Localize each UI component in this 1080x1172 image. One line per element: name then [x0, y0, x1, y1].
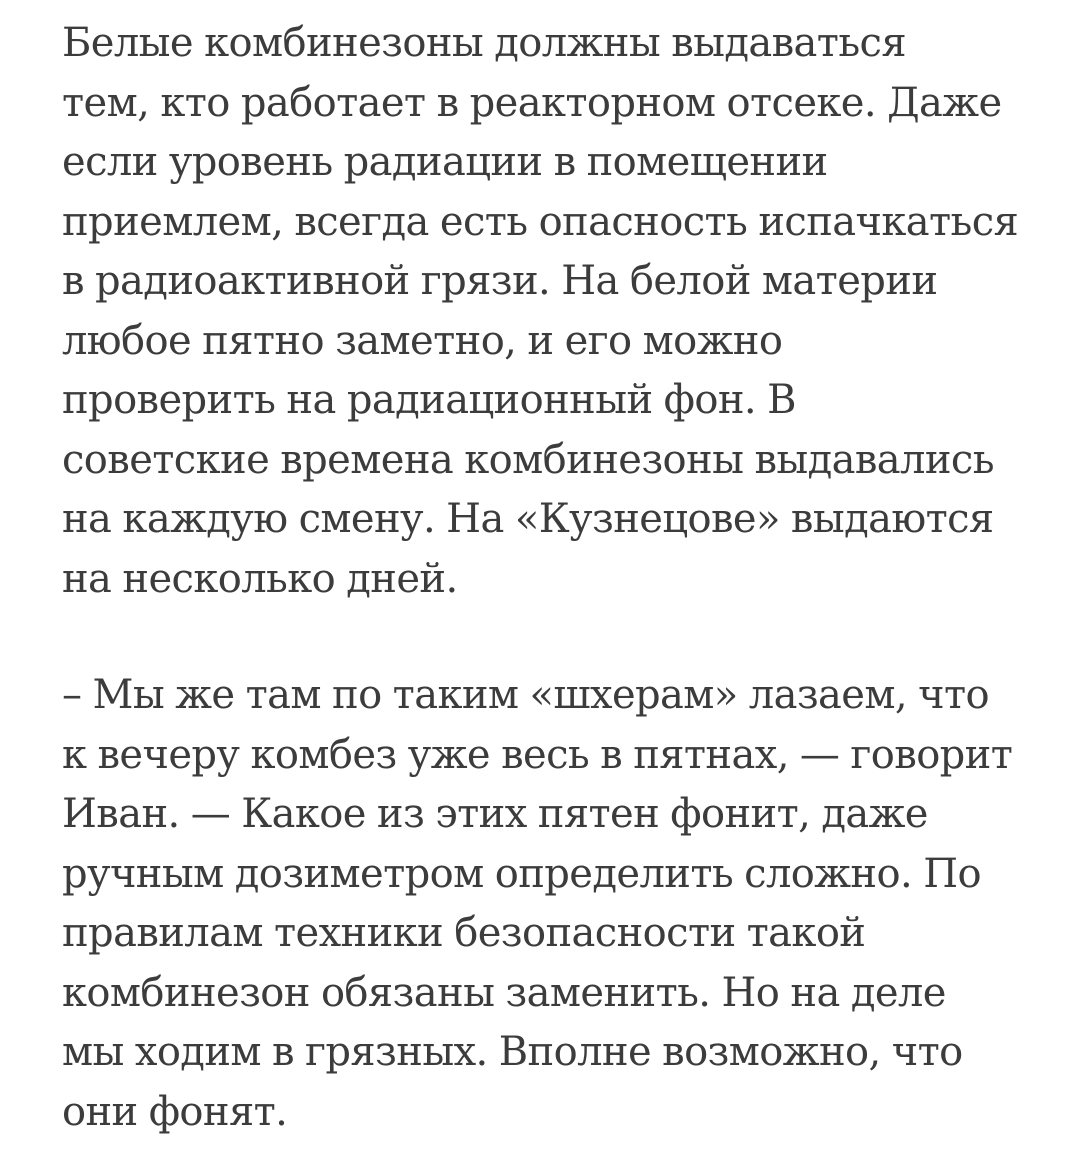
- text-line: они фонят.: [62, 1088, 288, 1135]
- text-line: мы ходим в грязных. Вполне возможно, что: [62, 1029, 963, 1075]
- text-line: приемлем, всегда есть опасность испачкаться: [62, 198, 1019, 245]
- text-line: правилам техники безопасности такой: [62, 910, 866, 956]
- paragraph-spacer: [62, 609, 1062, 666]
- paragraph-2: [62, 666, 1062, 1142]
- text-line: комбинезон обязаны заменить. Но на деле: [62, 969, 946, 1016]
- text-line: к вечеру комбез уже весь в пятнах, — говорит: [62, 731, 1013, 778]
- text-line: любое пятно заметно, и его можно: [62, 317, 783, 364]
- text-line: проверить на радиационный фон. В: [62, 377, 796, 423]
- text-line: Иван. — Какое из этих пятен фонит, даже: [62, 791, 928, 837]
- text-line: если уровень радиации в помещении: [62, 139, 828, 185]
- text-line: – Мы же там по таким «шхерам» лазаем, что: [62, 672, 989, 718]
- text-line: на каждую смену. На «Кузнецове» выдаются: [62, 496, 994, 542]
- paragraph-1: [62, 14, 1062, 609]
- text-line: тем, кто работает в реакторном отсеке. Даже: [62, 79, 1002, 126]
- text-line: советские времена комбинезоны выдавались: [62, 436, 994, 483]
- text-line: ручным дозиметром определить сложно. По: [62, 850, 981, 897]
- text-line: Белые комбинезоны должны выдаваться: [62, 20, 906, 66]
- text-line: на несколько дней.: [62, 555, 458, 602]
- text-line: в радиоактивной грязи. На белой материи: [62, 258, 938, 304]
- article-body: [62, 14, 1062, 1142]
